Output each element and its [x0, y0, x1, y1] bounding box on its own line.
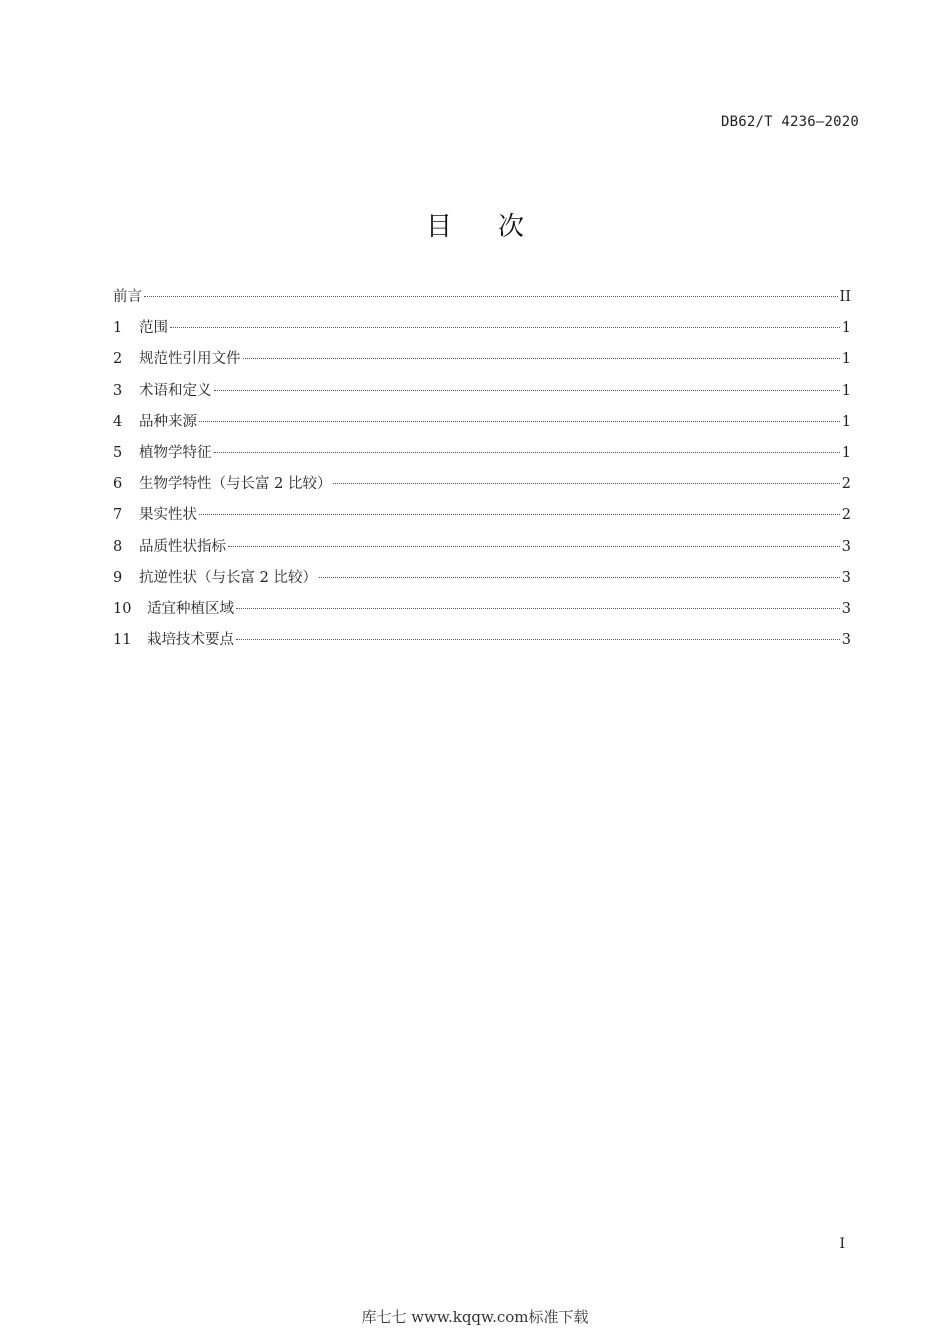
- toc-entry-number: 2: [113, 351, 123, 368]
- toc-dot-leader: [319, 577, 840, 578]
- page-number: I: [839, 1236, 845, 1252]
- toc-entry-number: 3: [113, 382, 123, 399]
- toc-entry-number: 11: [113, 632, 132, 649]
- toc-entry-11[interactable]: [113, 629, 851, 660]
- toc-entry-page: 3: [841, 632, 851, 649]
- toc-entry-number: 8: [113, 538, 123, 555]
- toc-entry-3[interactable]: [113, 380, 851, 411]
- toc-entry-label: 适宜种植区域: [147, 600, 234, 617]
- toc-entry-label: 品质性状指标: [139, 538, 226, 555]
- toc-entry-page: 1: [841, 382, 851, 399]
- toc-entry-page: 2: [841, 507, 851, 524]
- toc-entry-label: 栽培技术要点: [147, 632, 234, 649]
- toc-entry-4[interactable]: [113, 411, 851, 442]
- toc-entry-page: 1: [841, 444, 851, 461]
- toc-entry-label: 范围: [139, 320, 168, 337]
- toc-entry-page: 3: [841, 600, 851, 617]
- toc-entry-page: 1: [841, 413, 851, 430]
- toc-entry-label: 前言: [113, 289, 142, 305]
- toc-entry-number: 1: [113, 320, 123, 337]
- toc-entry-number: 7: [113, 507, 123, 524]
- toc-entry-6[interactable]: [113, 473, 851, 504]
- toc-entry-page: 2: [841, 476, 851, 493]
- footer-watermark: 库七七 www.kqqw.com标准下载: [361, 1308, 589, 1326]
- table-of-contents: [113, 286, 851, 660]
- toc-entry-number: 10: [113, 600, 132, 617]
- toc-entry-7[interactable]: [113, 504, 851, 535]
- toc-dot-leader: [236, 608, 840, 609]
- toc-entry-page: 1: [841, 351, 851, 368]
- toc-entry-label: 果实性状: [139, 507, 197, 524]
- standard-code: DB62/T 4236—2020: [720, 114, 859, 130]
- toc-dot-leader: [228, 546, 840, 547]
- toc-dot-leader: [333, 483, 839, 484]
- toc-dot-leader: [170, 327, 840, 328]
- toc-entry-page: 1: [841, 320, 851, 337]
- toc-dot-leader: [199, 421, 840, 422]
- toc-entry-number: 5: [113, 444, 123, 461]
- toc-entry-page: II: [839, 289, 851, 305]
- toc-entry-number: 9: [113, 569, 123, 586]
- page-title-char-2: 次: [498, 212, 525, 242]
- toc-entry-page: 3: [841, 538, 851, 555]
- toc-dot-leader: [214, 452, 840, 453]
- toc-entry-label: 品种来源: [139, 413, 197, 430]
- toc-entry-2[interactable]: [113, 348, 851, 379]
- toc-entry-foreword[interactable]: [113, 286, 851, 317]
- toc-entry-label: 抗逆性状（与长富 2 比较）: [139, 569, 317, 586]
- page-title-char-1: 目: [425, 212, 452, 242]
- toc-entry-9[interactable]: [113, 567, 851, 598]
- toc-entry-label: 术语和定义: [139, 382, 212, 399]
- toc-entry-number: 4: [113, 413, 123, 430]
- toc-dot-leader: [214, 390, 840, 391]
- page-title: [0, 206, 950, 243]
- toc-entry-label: 规范性引用文件: [139, 351, 241, 368]
- toc-dot-leader: [236, 639, 840, 640]
- toc-entry-10[interactable]: [113, 598, 851, 629]
- toc-entry-label: 生物学特性（与长富 2 比较）: [139, 476, 332, 493]
- toc-entry-number: 6: [113, 476, 123, 493]
- toc-dot-leader: [243, 358, 840, 359]
- toc-entry-1[interactable]: [113, 317, 851, 348]
- toc-entry-page: 3: [841, 569, 851, 586]
- toc-dot-leader: [144, 296, 838, 297]
- toc-entry-8[interactable]: [113, 536, 851, 567]
- toc-dot-leader: [199, 514, 840, 515]
- toc-entry-label: 植物学特征: [139, 444, 212, 461]
- toc-entry-5[interactable]: [113, 442, 851, 473]
